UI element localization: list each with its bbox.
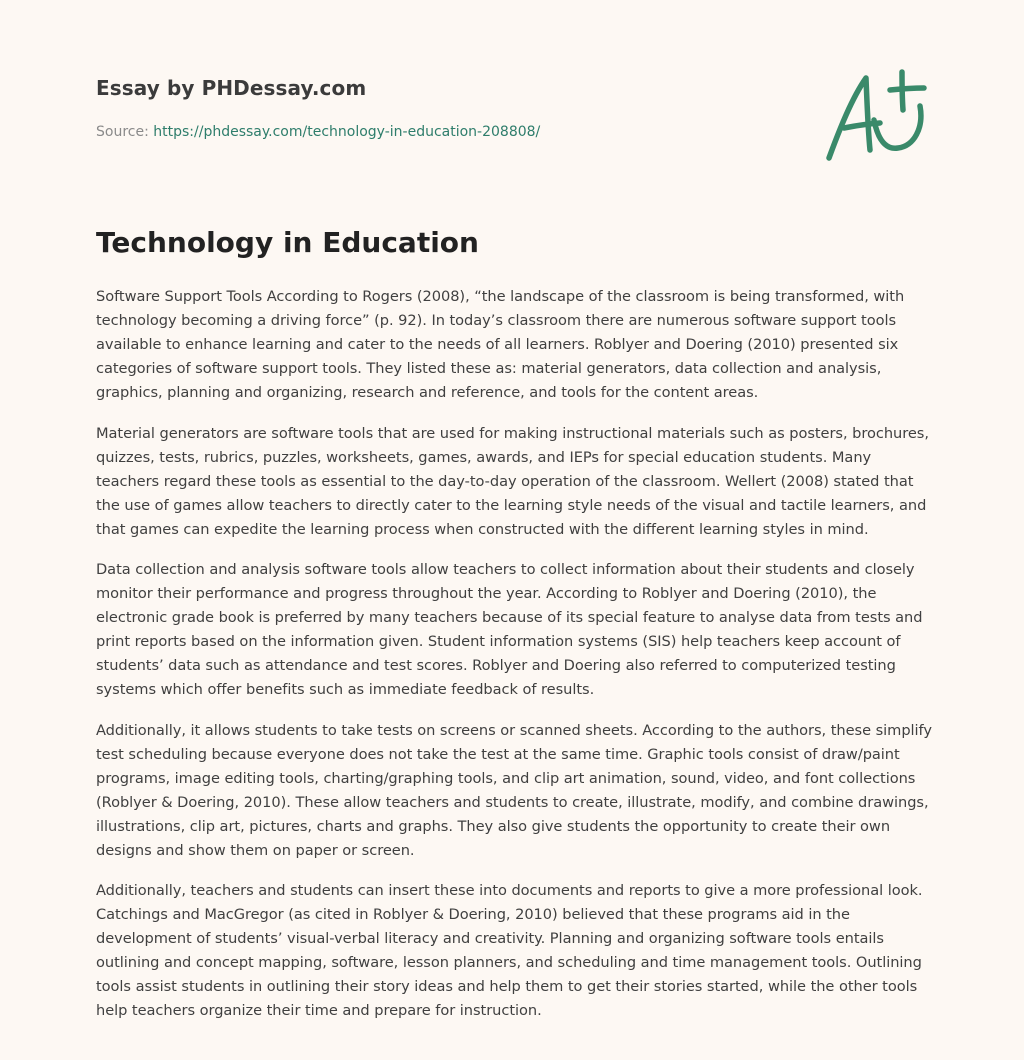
article-title: Technology in Education xyxy=(96,226,479,259)
header xyxy=(96,76,796,100)
paragraph: Additionally, teachers and students can insert these into documents and reports to give a more professional look. Catchings and MacGregor (as cited in Roblyer & Doering, 2010) believed that these programs aid in the development of students’ visual-verbal literacy and creativity. Planning and organizing software tools entails outlining and concept mapping, software, lesson planners, and scheduling and time management tools. Outlining tools assist students in outlining their story ideas and help them to get their stories started, while the other tools help teachers organize their time and prepare for instruction. xyxy=(96,882,923,1019)
paragraph: Additionally, it allows students to take tests on screens or scanned sheets. According to the authors, these simplify test scheduling because everyone does not take the test at the same time. Graphic tools consist of draw/paint programs, image editing tools, charting/graphing tools, and clip art animation, sound, video, and font collections (Roblyer & Doering, 2010). These allow teachers and students to create, illustrate, modify, and combine drawings, illustrations, clip art, pictures, charts and graphs. They also give students the opportunity to create their own designs and show them on paper or screen. xyxy=(96,721,932,859)
paragraph: Material generators are software tools that are used for making instructional materials such as posters, brochures, quizzes, tests, rubrics, puzzles, worksheets, games, awards, and IEPs for special education students. Many teachers regard these tools as essential to the day-to-day operation of the classroom. Wellert (2008) stated that the use of games allow teachers to directly cater to the learning style needs of the visual and tactile learners, and that games can expedite the learning process when constructed with the different learning styles in mind. xyxy=(96,424,929,538)
article-body xyxy=(96,285,932,1040)
paragraph: Data collection and analysis software tools allow teachers to collect information about their students and closely monitor their performance and progress throughout the year. According to Roblyer and Doering (2010), the electronic grade book is preferred by many teachers because of its special feature to analyse data from tests and print reports based on the information given. Student information systems (SIS) help teachers keep account of students’ data such as attendance and test scores. Roblyer and Doering also referred to computerized testing systems which offer benefits such as immediate feedback of results. xyxy=(96,561,923,698)
source-label: Source: xyxy=(96,124,149,140)
source-line xyxy=(96,124,540,140)
source-link[interactable]: https://phdessay.com/technology-in-education-208808/ xyxy=(153,124,541,140)
site-brand: Essay by PHDessay.com xyxy=(96,76,367,100)
paragraph: Software Support Tools According to Rogers (2008), “the landscape of the classroom is being transformed, with technology becoming a driving force” (p. 92). In today’s classroom there are numerous software support tools available to enhance learning and cater to the needs of all learners. Roblyer and Doering (2010) presented six categories of software support tools. They listed these as: material generators, data collection and analysis, graphics, planning and organizing, research and reference, and tools for the content areas. xyxy=(96,288,905,401)
a-plus-grade-logo xyxy=(822,66,932,166)
